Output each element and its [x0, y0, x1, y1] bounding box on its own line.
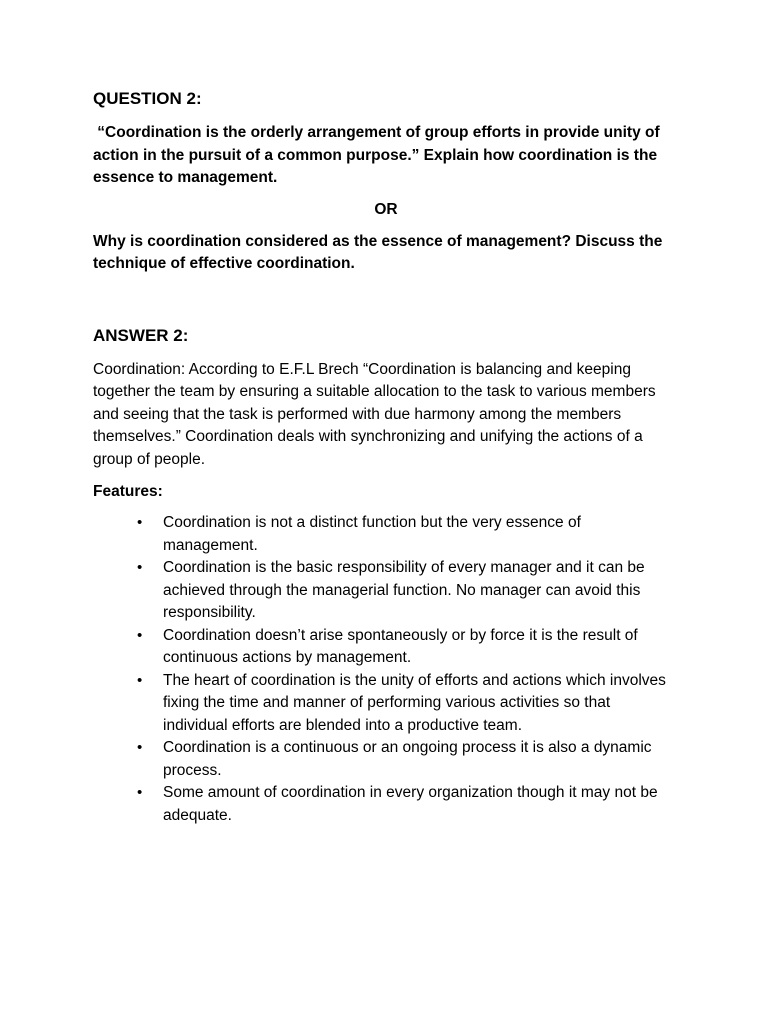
feature-list-item	[93, 512, 679, 557]
feature-text: Coordination is not a distinct function but the very essence of management.	[163, 514, 581, 554]
question-alternative-text: Why is coordination considered as the essence of management? Discuss the technique of effective coordination.	[93, 232, 663, 272]
question-text: “Coordination is the orderly arrangement of group efforts in provide unity of action in the pursuit of a common purpose.” Explain how coordination is the essence to management.	[93, 124, 660, 186]
bullet-icon: •	[137, 671, 143, 689]
feature-list-item	[93, 782, 679, 827]
features-label: Features:	[93, 483, 163, 500]
feature-list-item	[93, 737, 679, 782]
answer-heading: ANSWER 2:	[93, 325, 189, 345]
bullet-icon: •	[137, 559, 143, 576]
answer-intro-paragraph: Coordination: According to E.F.L Brech “Coordination is balancing and keeping together the team by ensuring a suitable allocation to the task to various members and seeing that the task is performed with due harmony among the members themselves.” Coordination deals with synchronizing and unifying the actions of a group of people.	[93, 360, 656, 468]
question-heading: QUESTION 2:	[93, 89, 202, 108]
feature-text: Coordination is a continuous or an ongoing process it is also a dynamic process.	[163, 739, 652, 779]
document-content	[93, 88, 679, 827]
feature-text: Coordination is the basic responsibility of every manager and it can be achieved through the managerial function. No manager can avoid this responsibility.	[163, 559, 645, 621]
feature-text: Some amount of coordination in every organization though it may not be adequate.	[163, 784, 658, 824]
feature-list-item	[93, 625, 679, 670]
feature-text: Coordination doesn’t arise spontaneously or by force it is the result of continuous actions by management.	[163, 626, 638, 666]
bullet-icon: •	[137, 514, 143, 531]
or-separator: OR	[374, 200, 398, 218]
bullet-icon: •	[137, 739, 143, 756]
feature-list-item	[93, 670, 679, 738]
feature-list-item	[93, 557, 679, 625]
features-list	[93, 512, 679, 827]
bullet-icon: •	[137, 784, 143, 801]
feature-text: The heart of coordination is the unity of efforts and actions which involves fixing the time and manner of performing various activities so that individual efforts are blended into a productive team.	[163, 671, 666, 734]
bullet-icon: •	[137, 626, 143, 644]
